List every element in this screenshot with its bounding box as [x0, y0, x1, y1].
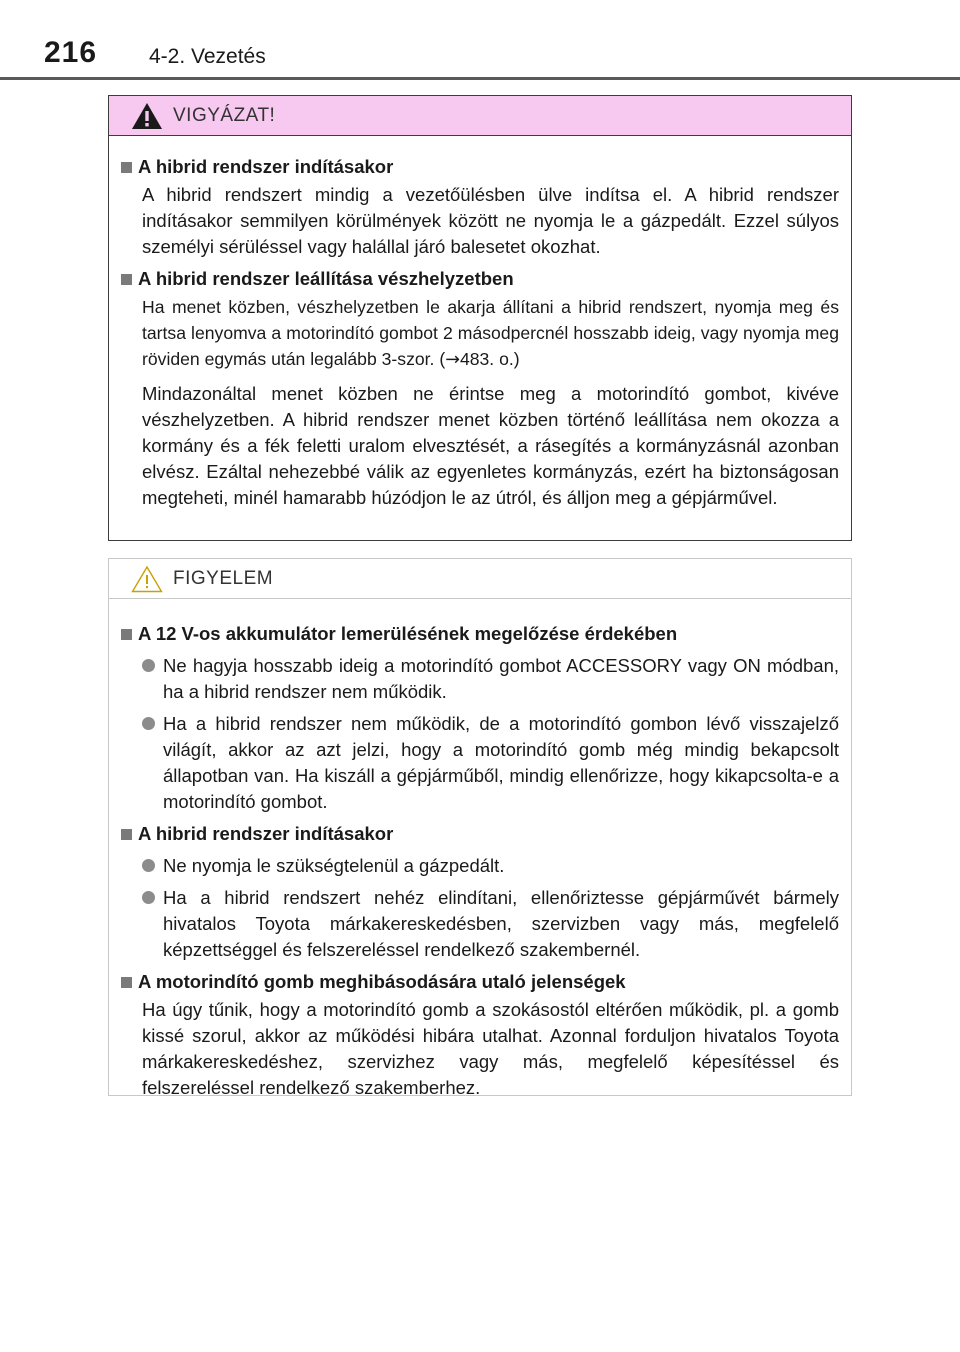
warning-item-title: A hibrid rendszer indításakor [121, 154, 839, 180]
caution-box-header [109, 559, 851, 599]
caution-item-title: A 12 V-os akkumulátor lemerülésének megelőzése érdekében [121, 621, 839, 647]
square-marker-icon [121, 629, 132, 640]
warning-item-title: A hibrid rendszer leállítása vészhelyzetben [121, 266, 839, 292]
list-item: Ha a hibrid rendszer nem működik, de a motorindító gombon lévő visszajelző világít, akkor az azt jelzi, hogy a motorindító gomb még mindig bekapcsolt állapotban van. Ha kiszáll a gépjárműből, mindig ellenőrizze, hogy kikapcsolta-e a motorindító gombot. [142, 711, 839, 815]
warning-title: VIGYÁZAT! [173, 104, 276, 126]
header-divider [0, 77, 960, 80]
caution-box [108, 558, 852, 1096]
caution-item-title: A hibrid rendszer indításakor [121, 821, 839, 847]
arrow-right-icon: → [445, 350, 460, 370]
warning-triangle-icon [131, 102, 163, 130]
caution-body [109, 599, 851, 1101]
warning-paragraph: Mindazonáltal menet közben ne érintse meg a motorindító gombot, kivéve vészhelyzetben. A hibrid rendszer menet közben történő leállítása nem okozza a kormány és a fék feletti uralom elvesztését, a rásegítés a kormányzásnál azonban elvész. Ezáltal nehezebbé válik az egyenletes kormányzás, ezért ha biztonságosan megteheti, minél hamarabb húzódjon le az útról, és álljon meg a gépjárművel. [142, 383, 839, 508]
caution-title: FIGYELEM [173, 567, 274, 589]
bullet-dot-icon [142, 859, 155, 872]
bullet-dot-icon [142, 717, 155, 730]
list-item: Ne nyomja le szükségtelenül a gázpedált. [142, 853, 839, 879]
square-marker-icon [121, 162, 132, 173]
square-marker-icon [121, 829, 132, 840]
page-number: 216 [44, 36, 98, 69]
warning-paragraph: A hibrid rendszert mindig a vezetőülésben ülve indítsa el. A hibrid rendszer indításakor semmilyen körülmények között ne nyomja le a gázpedált. Ezzel súlyos személyi sérüléssel vagy halállal járó balesetet okozhat. [142, 184, 839, 257]
caution-triangle-outline-icon [131, 565, 163, 593]
list-item: Ha a hibrid rendszert nehéz elindítani, ellenőriztesse gépjárművét bármely hivatalos Toyota márkakereskedésben, szervizben vagy más, megfelelő képzettséggel és felszereléssel rendelkező szakembernél. [142, 885, 839, 963]
list-item: Ne hagyja hosszabb ideig a motorindító gombot ACCESSORY vagy ON módban, ha a hibrid rendszer nem működik. [142, 653, 839, 705]
square-marker-icon [121, 274, 132, 285]
caution-item-title: A motorindító gomb meghibásodására utaló jelenségek [121, 969, 839, 995]
warning-paragraph: Ha menet közben, vészhelyzetben le akarja állítani a hibrid rendszert, nyomja meg és tartsa lenyomva a motorindító gombot 2 másodpercnél hosszabb ideig, vagy nyomja meg röviden egymás után legalább 3-szor. (→483. o.) [142, 297, 839, 370]
warning-body [109, 136, 851, 511]
caution-paragraph: Ha úgy tűnik, hogy a motorindító gomb a szokásostól eltérően működik, pl. a gomb kissé szorul, akkor az működési hibára utalhat. Azonnal forduljon hivatalos Toyota márkakereskedéshez, szervizhez vagy más, megfelelő képesítéssel és felszereléssel rendelkező szakemberhez. [142, 999, 839, 1098]
page-header [0, 0, 960, 80]
bullet-dot-icon [142, 659, 155, 672]
bullet-dot-icon [142, 891, 155, 904]
warning-box [108, 95, 852, 541]
section-title: 4-2. Vezetés [149, 45, 266, 68]
square-marker-icon [121, 977, 132, 988]
warning-box-header [109, 96, 851, 136]
